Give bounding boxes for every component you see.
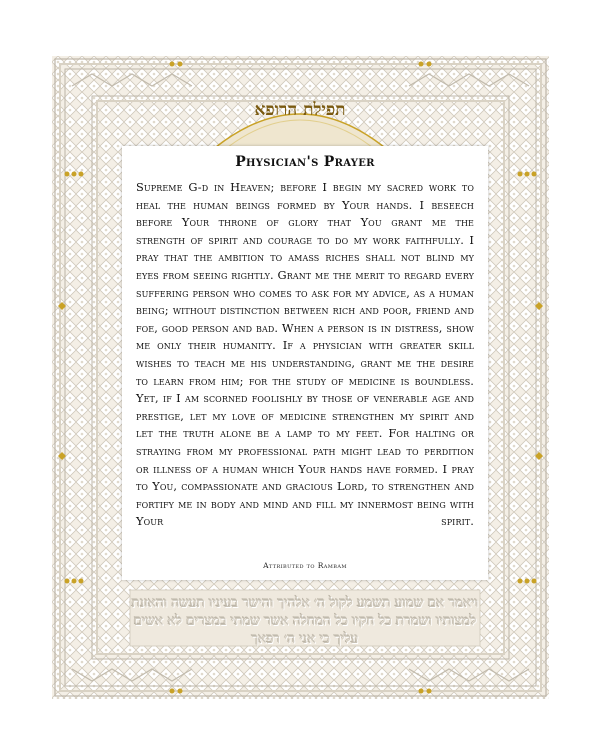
- hebrew-verse: ויאמר אם שמוע תשמע לקול ה׳ אלהיך והישר בעיניו תעשה והאזנת למצותיו ושמרת כל חקיו כל המחלה אשר שמתי במצרים לא אשים עליך כי אני ה׳ רפאך: [131, 595, 479, 647]
- prayer-text: Supreme G-d in Heaven; before I begin my sacred work to heal the human beings formed by Your hands. I beseech before Your throne of glory that You grant me the strength of spirit and courage to do my work faithfully. I pray that the ambition to amass riches shall not blind my eyes from seeing rightly. Grant me the merit to regard every suffering person who comes to ask for my advice, as a human being; without distinction between rich and poor, friend and foe, good person and bad. When a person is in distress, show me only their humanity. If a physician with greater skill wishes to teach me his understanding, grant me the desire to learn from him; for the study of medicine is boundless. Yet, if I am scorned foolishly by those of venerable age and prestige, let my love of medicine strengthen my spirit and let the truth alone be a lamp to my feet. For halting or straying from my professional path might lead to perdition or illness of a human which Your hands have formed. I pray to You, compassionate and gracious Lord, to strengthen and fortify me in body and mind and fill my innermost being with Your spirit.: [136, 180, 474, 529]
- hebrew-title: תפילת הרופא: [254, 100, 346, 120]
- page-title: Physician's Prayer: [235, 154, 375, 170]
- prayer-panel: [122, 146, 488, 580]
- attribution: Attributed to Rambam: [263, 561, 347, 570]
